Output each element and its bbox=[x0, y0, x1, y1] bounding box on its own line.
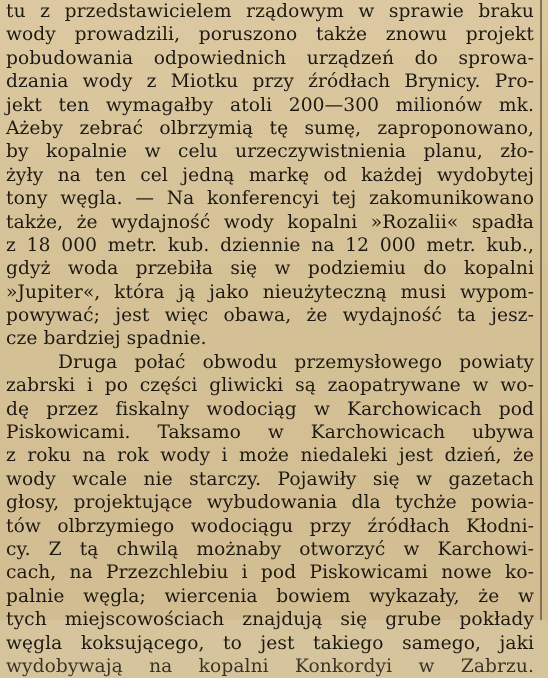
text-line: »Jupiter«, która ją jako nieużyteczną musi wypom- bbox=[6, 281, 534, 303]
text-line: dzania wody z Miotku przy źródłach Brynicy. Pro- bbox=[6, 71, 534, 93]
text-line: tony węgla. — Na konferencyi tej zakomunikowano bbox=[6, 188, 534, 210]
text-line: głosy, projektujące wybudowania dla tychże powia- bbox=[6, 492, 534, 514]
text-line: cach, na Przezchlebiu i pod Piskowicami nowe ko- bbox=[6, 562, 534, 584]
text-line: jekt ten wymagałby atoli 200—300 milionów mk. bbox=[6, 94, 534, 116]
text-line: Piskowicami. Taksamo w Karchowicach ubywa bbox=[6, 422, 534, 444]
text-line: węgla koksującego, to jest takiego samego, jaki bbox=[6, 632, 534, 654]
text-line: żyły na ten cel jedną markę od każdej wydobytej bbox=[6, 164, 534, 186]
text-line: z roku na rok wody i może niedaleki jest dzień, że bbox=[6, 445, 534, 467]
text-line: wody prowadzili, poruszono także znowu projekt bbox=[6, 24, 534, 46]
text-line: palnie węgla; wiercenia bowiem wykazały, że w bbox=[6, 585, 534, 607]
text-line: tu z przedstawicielem rządowym w sprawie braku bbox=[6, 1, 534, 22]
text-line: Ażeby zebrać olbrzymią tę sumę, zaproponowano, bbox=[6, 117, 534, 139]
text-line: cy. Z tą chwilą możnaby otworzyć w Karchowi- bbox=[6, 538, 534, 560]
article-column bbox=[6, 0, 534, 678]
text-line: wody wcale nie starczy. Pojawiły się w gazetach bbox=[6, 468, 534, 490]
text-line: z 18 000 metr. kub. dziennie na 12 000 metr. kub., bbox=[6, 234, 534, 256]
column-rule bbox=[540, 0, 542, 620]
text-line: Druga połać obwodu przemysłowego powiaty bbox=[58, 351, 534, 373]
text-line: powywać; jest więc obawa, że wydajność ta jesz- bbox=[6, 305, 534, 327]
text-line: tych miejscowościach znajdują się grube pokłady bbox=[6, 609, 534, 631]
text-line: by kopalnie w celu urzeczywistnienia planu, zło- bbox=[6, 141, 534, 163]
text-line: także, że wydajność wody kopalni »Rozalii« spadła bbox=[6, 211, 534, 233]
text-line: gdyż woda przebiła się w podziemiu do kopalni bbox=[6, 258, 534, 280]
text-line: dę przez fiskalny wodociąg w Karchowicach pod bbox=[6, 398, 534, 420]
text-line: cze bardziej spadnie. bbox=[6, 328, 207, 350]
text-line: wydobywają na kopalni Konkordyi w Zabrzu. bbox=[6, 655, 534, 677]
text-line: pobudowania odpowiednich urządzeń do sprowa- bbox=[6, 47, 534, 69]
text-line: zabrski i po części gliwicki są zaopatrywane w wo- bbox=[6, 375, 534, 397]
text-line: tów olbrzymiego wodociągu przy źródłach Kłodni- bbox=[6, 515, 534, 537]
